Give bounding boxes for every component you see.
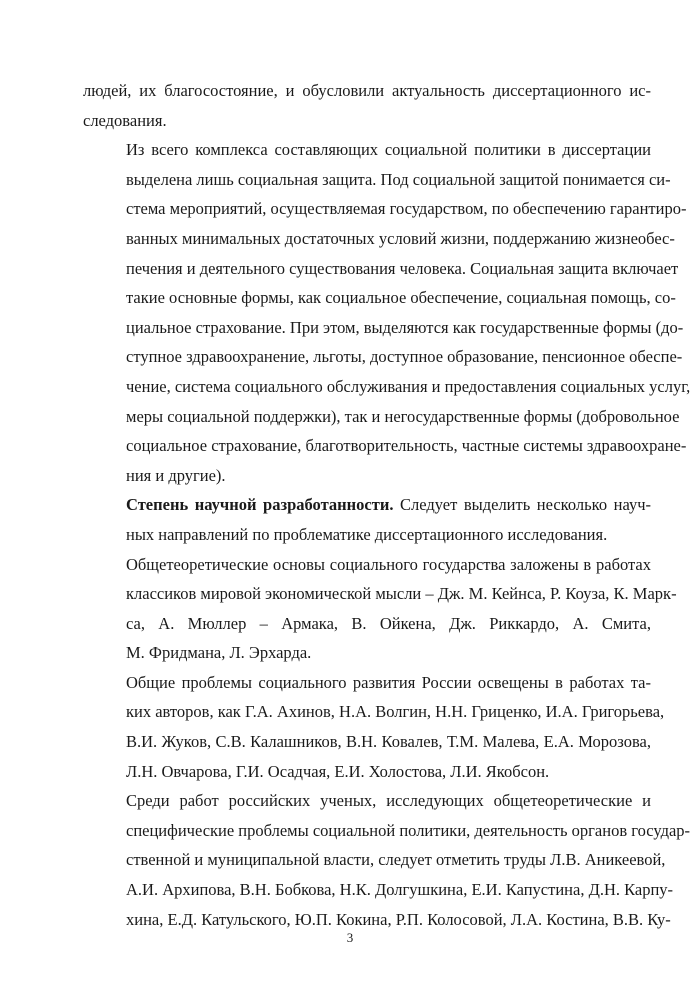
paragraph <box>83 550 677 668</box>
text-line: специфические проблемы социальной политики, деятельность органов государ- <box>126 820 691 840</box>
text-line <box>83 490 651 520</box>
section-heading: Степень научной разработанности. <box>126 495 394 515</box>
text-line: Л.Н. Овчарова, Г.И. Осадчая, Е.И. Холостова, Л.И. Якобсон. <box>126 761 550 781</box>
text-line: людей, их благосостояние, и обусловили актуальность диссертационного ис- <box>83 81 651 100</box>
text-line: циальное страхование. При этом, выделяются как государственные формы (до- <box>126 317 684 337</box>
paragraph <box>83 668 665 786</box>
paragraph <box>83 786 691 934</box>
text-line: М. Фридмана, Л. Эрхарда. <box>126 643 312 663</box>
text-line: ственной и муниципальной власти, следует отметить труды Л.В. Аникеевой, <box>126 850 666 870</box>
text-line: Общие проблемы социального развития России освещены в работах та- <box>126 672 651 692</box>
text-line: печения и деятельного существования человека. Социальная защита включает <box>126 258 679 278</box>
text-line: са, А. Мюллер – Армака, В. Ойкена, Дж. Риккардо, А. Смита, <box>126 613 651 633</box>
text-line: ния и другие). <box>126 465 226 485</box>
text-line: хина, Е.Д. Катульского, Ю.П. Кокина, Р.П. Колосовой, Л.А. Костина, В.В. Ку- <box>126 909 671 929</box>
text-line: меры социальной поддержки), так и негосударственные формы (добровольное <box>126 406 680 426</box>
text-line: ных направлений по проблематике диссертационного исследования. <box>126 524 608 544</box>
text-fragment: Следует выделить несколько науч- <box>393 495 651 515</box>
text-line: классиков мировой экономической мысли – Дж. М. Кейнса, Р. Коуза, К. Марк- <box>126 584 677 604</box>
paragraph <box>83 490 651 549</box>
page-number: 3 <box>346 930 354 945</box>
text-line: чение, система социального обслуживания и предоставления социальных услуг, <box>126 376 691 396</box>
text-line: стема мероприятий, осуществляемая государством, по обеспечению гарантиро- <box>126 199 687 219</box>
paragraph <box>83 76 651 135</box>
text-line: А.И. Архипова, В.Н. Бобкова, Н.К. Долгушкина, Е.И. Капустина, Д.Н. Карпу- <box>126 880 674 900</box>
text-line: социальное страхование, благотворительность, частные системы здравоохране- <box>126 436 687 456</box>
text-line: Общетеоретические основы социального государства заложены в работах <box>126 554 651 574</box>
text-line: выделена лишь социальная защита. Под социальной защитой понимается си- <box>126 169 671 189</box>
text-line: ступное здравоохранение, льготы, доступное образование, пенсионное обеспе- <box>126 347 683 367</box>
text-line: Среди работ российских ученых, исследующих общетеоретические и <box>126 791 651 811</box>
body-text <box>83 76 691 934</box>
text-line: ванных минимальных достаточных условий жизни, поддержанию жизнеобес- <box>126 228 675 248</box>
text-line: следования. <box>83 110 167 130</box>
text-line: ких авторов, как Г.А. Ахинов, Н.А. Волгин, Н.Н. Гриценко, И.А. Григорьева, <box>126 702 665 722</box>
text-line: такие основные формы, как социальное обеспечение, социальная помощь, со- <box>126 288 676 308</box>
text-line: В.И. Жуков, С.В. Калашников, В.Н. Ковалев, Т.М. Малева, Е.А. Морозова, <box>126 732 651 752</box>
text-line: Из всего комплекса составляющих социальной политики в диссертации <box>126 140 651 160</box>
paragraph <box>83 135 691 490</box>
